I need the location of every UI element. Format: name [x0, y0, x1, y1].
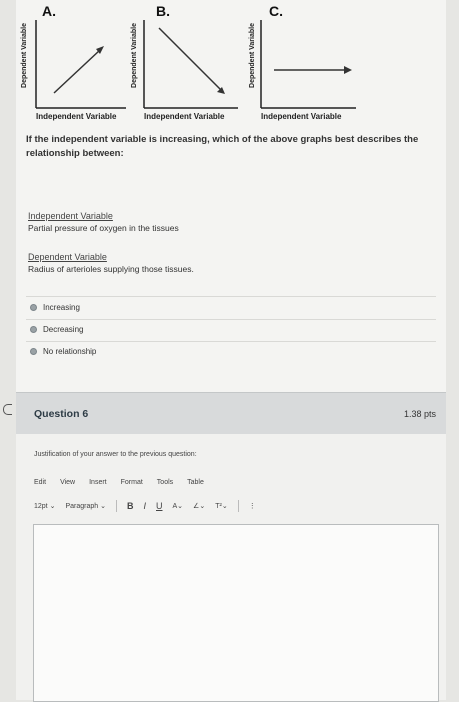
superscript-button[interactable] — [215, 502, 227, 510]
option-increasing-label: Increasing — [43, 303, 80, 312]
graph-a-x-label: Independent Variable — [36, 112, 117, 121]
option-increasing-radio[interactable] — [30, 304, 37, 311]
graph-c-y-label: Dependent Variable — [248, 23, 256, 88]
text-color-button[interactable] — [173, 502, 184, 510]
question-6-points: 1.38 pts — [403, 409, 436, 419]
option-no-relationship-radio[interactable] — [30, 348, 37, 355]
graphs-svg — [16, 0, 446, 112]
graphs-panel — [16, 0, 446, 125]
graph-b-label: B. — [156, 3, 170, 19]
more-options-icon[interactable]: ⋮ — [248, 503, 256, 510]
text-color-icon: A — [172, 503, 178, 510]
graph-b-y-label: Dependent Variable — [130, 23, 138, 88]
option-increasing[interactable] — [30, 303, 80, 312]
editor-toolbar — [34, 500, 256, 512]
graph-b-trend-line — [159, 28, 221, 90]
option-decreasing-label: Decreasing — [43, 325, 84, 334]
graph-c-label: C. — [269, 3, 283, 19]
question-6-header — [16, 392, 446, 436]
option-decreasing[interactable] — [30, 325, 83, 334]
graph-b-x-label: Independent Variable — [144, 112, 225, 121]
graph-c-arrow-icon — [344, 66, 352, 74]
block-format-select[interactable] — [65, 502, 106, 510]
underline-button[interactable]: U — [156, 501, 163, 511]
options-divider-1 — [26, 319, 436, 320]
answer-editor-textarea[interactable] — [33, 524, 439, 702]
question-6-title: Question 6 — [34, 408, 89, 420]
question-text: If the independent variable is increasing, which of the above graphs best describes the relationship between: — [26, 134, 419, 159]
independent-variable-text: Partial pressure of oxygen in the tissues — [28, 223, 179, 233]
menu-table[interactable]: Table — [187, 479, 204, 486]
toolbar-separator — [116, 500, 117, 512]
justification-prompt: Justification of your answer to the previous question: — [34, 451, 197, 458]
block-format-value: Paragraph — [65, 503, 99, 510]
graph-a-label: A. — [42, 3, 56, 19]
font-size-select[interactable] — [34, 502, 55, 510]
options-divider-2 — [26, 341, 436, 342]
chevron-down-icon: ⌄ — [177, 503, 184, 510]
chevron-down-icon: ⌄ — [49, 503, 56, 510]
chevron-down-icon: ⌄ — [100, 503, 106, 510]
dependent-variable-heading: Dependent Variable — [28, 252, 107, 262]
graph-a-trend-line — [54, 50, 100, 93]
independent-variable-heading: Independent Variable — [28, 211, 113, 221]
superscript-icon: T² — [215, 503, 222, 510]
highlight-icon: ∠ — [193, 503, 200, 510]
menu-format[interactable]: Format — [120, 479, 143, 486]
graph-c — [261, 20, 356, 108]
chevron-down-icon: ⌄ — [221, 503, 228, 510]
menu-view[interactable]: View — [60, 479, 76, 486]
italic-button[interactable]: I — [143, 501, 146, 511]
font-size-value: 12pt — [34, 503, 48, 510]
menu-tools[interactable]: Tools — [156, 479, 174, 486]
dependent-variable-text: Radius of arterioles supplying those tissues. — [28, 264, 194, 274]
graph-b — [144, 20, 238, 108]
bookmark-flag-icon[interactable] — [3, 404, 12, 415]
option-no-relationship[interactable] — [30, 347, 96, 356]
quiz-page — [16, 0, 446, 392]
highlight-button[interactable] — [193, 502, 205, 510]
question-6-body — [16, 434, 446, 700]
graph-c-x-label: Independent Variable — [261, 112, 342, 121]
chevron-down-icon: ⌄ — [199, 503, 206, 510]
menu-edit[interactable]: Edit — [34, 479, 47, 486]
bold-button[interactable]: B — [126, 501, 134, 511]
graph-a — [36, 20, 126, 108]
option-no-relationship-label: No relationship — [43, 347, 97, 356]
editor-menubar — [34, 479, 204, 486]
toolbar-separator — [238, 500, 239, 512]
option-decreasing-radio[interactable] — [30, 326, 37, 333]
graph-a-y-label: Dependent Variable — [20, 23, 28, 88]
options-divider-top — [26, 296, 436, 297]
menu-insert[interactable]: Insert — [89, 479, 107, 486]
